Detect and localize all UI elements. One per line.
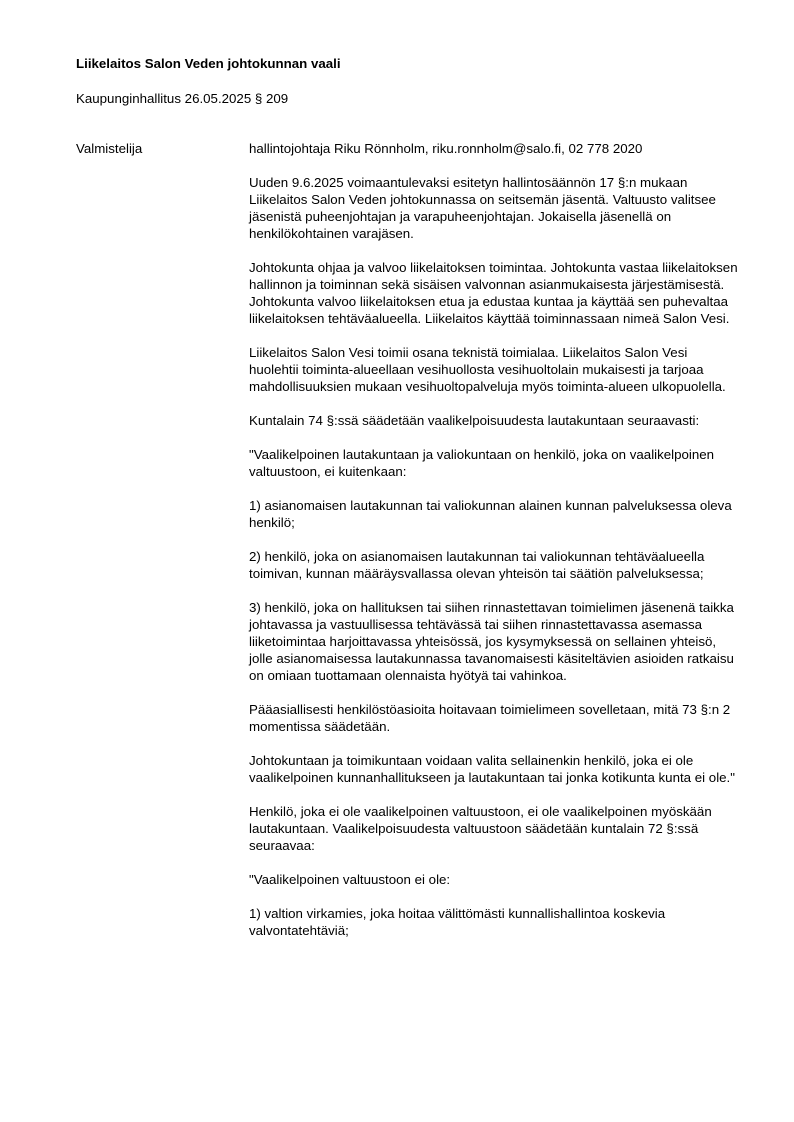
paragraph: 1) valtion virkamies, joka hoitaa välittömästi kunnallishallintoa koskevia valvontatehtäviä; <box>249 906 666 938</box>
paragraph: Henkilö, joka ei ole vaalikelpoinen valtuustoon, ei ole vaalikelpoinen myöskään lautakuntaan. Vaalikelpoisuudesta valtuustoon säädetään kuntalain 72 §:ssä seuraavaa: <box>249 804 712 853</box>
paragraph: "Vaalikelpoinen lautakuntaan ja valiokuntaan on henkilö, joka on vaalikelpoinen valtuustoon, ei kuitenkaan: <box>249 447 715 479</box>
paragraph: "Vaalikelpoinen valtuustoon ei ole: <box>249 872 451 887</box>
paragraph: Liikelaitos Salon Vesi toimii osana teknistä toimialaa. Liikelaitos Salon Vesi huolehtii toiminta-alueellaan vesihuollosta vesihuoltolain mukaisesti ja tarjoaa mahdollisuuksien mukaan vesihuoltopalveluja myös toiminta-alueen ulkopuolella. <box>249 345 726 394</box>
paragraph: 1) asianomaisen lautakunnan tai valiokunnan alainen kunnan palveluksessa oleva henkilö; <box>249 498 732 530</box>
paragraph: 3) henkilö, joka on hallituksen tai siihen rinnastettavan toimielimen jäsenenä taikka johtavassa ja vastuullisessa tehtävässä tai siihen rinnastettavassa asemassa liiketoimintaa harjoittavassa yhteisössä, jos kysymyksessä on sellainen yhteisö, jolle asianomaisessa lautakunnassa tavanomaisesti käsiteltävien asioiden ratkaisu on omiaan tuottamaan olennaista hyötyä tai vahinkoa. <box>249 600 734 683</box>
paragraph: Johtokuntaan ja toimikuntaan voidaan valita sellainenkin henkilö, joka ei ole vaalikelpoinen kunnanhallitukseen ja lautakuntaan tai jonka kotikunta kunta ei ole." <box>249 753 735 785</box>
document-title: Liikelaitos Salon Veden johtokunnan vaali <box>76 56 341 71</box>
paragraph: Pääasiallisesti henkilöstöasioita hoitavaan toimielimeen sovelletaan, mitä 73 §:n 2 momentissa säädetään. <box>249 702 731 734</box>
paragraph: 2) henkilö, joka on asianomaisen lautakunnan tai valiokunnan tehtäväalueella toimivan, kunnan määräysvallassa olevan yhteisön tai säätiön palveluksessa; <box>249 549 705 581</box>
preparer-label: Valmistelija <box>76 141 143 156</box>
meeting-reference: Kaupunginhallitus 26.05.2025 § 209 <box>76 91 289 106</box>
document-body <box>249 140 739 956</box>
paragraph: Kuntalain 74 §:ssä säädetään vaalikelpoisuudesta lautakuntaan seuraavasti: <box>249 413 700 428</box>
paragraph: Johtokunta ohjaa ja valvoo liikelaitoksen toimintaa. Johtokunta vastaa liikelaitoksen hallinnon ja toiminnan sekä sisäisen valvonnan asianmukaisesta järjestämisestä. Johtokunta valvoo liikelaitoksen etua ja edustaa kuntaa ja käyttää sen puhevaltaa liikelaitoksen tehtäväalueella. Liikelaitos käyttää toiminnassaan nimeä Salon Vesi. <box>249 260 738 326</box>
paragraph: Uuden 9.6.2025 voimaantulevaksi esitetyn hallintosäännön 17 §:n mukaan Liikelaitos Salon Veden johtokunnassa on seitsemän jäsentä. Valtuusto valitsee jäsenistä puheenjohtajan ja varapuheenjohtajan. Jokaisella jäsenellä on henkilökohtainen varajäsen. <box>249 175 716 241</box>
preparer-info: hallintojohtaja Riku Rönnholm, riku.ronnholm@salo.fi, 02 778 2020 <box>249 141 643 156</box>
